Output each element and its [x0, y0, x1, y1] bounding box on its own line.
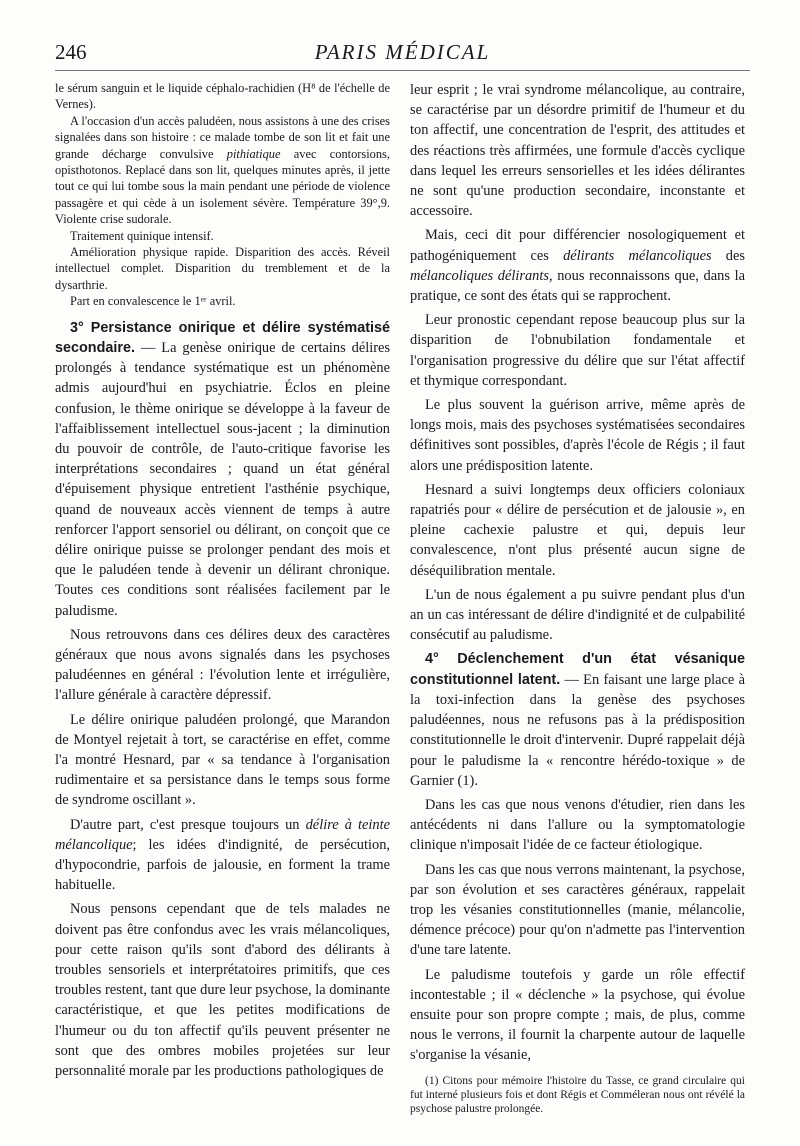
page-header	[55, 40, 750, 74]
footnote: (1) Citons pour mémoire l'histoire du Tasse, ce grand circulaire qui fut interné plusieurs fois et dont Régis et Comméleran nous ont révélé la psychose palustre prolongée.	[410, 1074, 745, 1116]
paragraph: Dans les cas que nous verrons maintenant, la psychose, par son évolution et ses caractères généraux, rappelait trop les vésanies constitutionnelles (manie, mélancolie, démence précoce) pour qu'on n'admette pas l'intervention d'une tare latente.	[410, 861, 745, 959]
paragraph: Leur pronostic cependant repose beaucoup plus sur la disparition de l'obnubilation fondamentale et l'organisation progressive du délire que sur l'état affectif et thymique correspondant.	[410, 312, 745, 389]
section-3: 3° Persistance onirique et délire systématisé secondaire. — La genèse onirique de certains délires prolongés à tendance systématique est un phénomène admis aujourd'hui en psychiatrie. Éclos en pleine confusion, le thème onirique se développe à la faveur de l'affaiblissement intellectuel sous-jacent ; la diminution du pouvoir de contrôle, de l'auto-critique favorise les interprétations secondaires ; quand un état général d'épuisement physique entretient l'asthénie psychique, quand de nouveaux accès viennent de temps à autre renforcer l'apport sensoriel ou délirant, on conçoit que ce délire onirique puisse se prolonger pendant des mois et que le paludéen tende à devenir un délirant chronique. Toutes ces conditions sont réalisées facilement par le paludisme.	[55, 319, 390, 619]
paragraph: Le délire onirique paludéen prolongé, que Marandon de Montyel rejetait à tort, se caractérise en effet, comme l'a montré Hesnard, par « sa tendance à l'organisation rudimentaire et sa persistance dans le temps sous forme de syndrome oscillant ».	[55, 711, 390, 809]
paragraph: Le plus souvent la guérison arrive, même après de longs mois, mais des psychoses systématisées secondaires définitives sont possibles, d'après l'école de Régis ; il faut alors une prédisposition latente.	[410, 397, 745, 474]
paragraph: Dans les cas que nous venons d'étudier, rien dans les antécédents ni dans l'allure ou la symptomatologie clinique n'imposait l'idée de ce facteur étiologique.	[410, 796, 745, 854]
paragraph: L'un de nous également a pu suivre pendant plus d'un an un cas intéressant de délire d'indignité et de culpabilité consécutif au paludisme.	[410, 586, 745, 644]
left-column	[55, 80, 390, 1081]
paragraph: Nous pensons cependant que de tels malades ne doivent pas être confondus avec les vrais mélancoliques, pour cette raison qu'ils sont d'abord des délirants à troubles sensoriels et interprétatoires primitifs, que ces troubles restent, tant que dure leur psychose, la dominante caractéristique, et que les petites modifications de l'humeur ou du ton affectif qu'ils peuvent présenter ne sont que des ombres mobiles projetées sur leur personnalité morale par les productions pathologiques de	[55, 901, 390, 1079]
paragraph: Hesnard a suivi longtemps deux officiers coloniaux rapatriés pour « délire de persécution et de jalousie », en pleine cachexie palustre et qui, depuis leur convalescence, n'ont plus présenté aucun signe de déséquilibration mentale.	[410, 481, 745, 579]
paragraph: leur esprit ; le vrai syndrome mélancolique, au contraire, se caractérise par un désordre primitif de l'humeur et du ton affectif, une concentration de l'esprit, des attitudes et des réactions très affirmées, une formule d'accès cyclique dans lequel les erreurs sensorielles et les idées délirantes ne sont qu'une production secondaire, inconstante et accessoire.	[410, 82, 745, 220]
paragraph: Traitement quinique intensif.	[70, 228, 214, 243]
paragraph: A l'occasion d'un accès paludéen, nous assistons à une des crises signalées dans son histoire : ce malade tombe de son lit et fait une grande décharge convulsive pithiatique avec contorsions, opisthotonos. Replacé dans son lit, quelques minutes après, il jette tout ce qui lui tombe sous la main pendant une période de violence passagère et qui cède à un isolement sévère. Température 39°,9. Violente crise sudorale.	[55, 113, 390, 227]
paragraph: D'autre part, c'est presque toujours un délire à teinte mélancolique; les idées d'indignité, de persécution, d'hypocondrie, parfois de jalousie, en forment la trame habituelle.	[55, 816, 391, 894]
right-column	[410, 80, 745, 1117]
paragraph: le sérum sanguin et le liquide céphalo-rachidien (H⁸ de l'échelle de Vernes).	[55, 81, 390, 112]
running-title: PARIS MÉDICAL	[314, 40, 491, 64]
paragraph: Le paludisme toutefois y garde un rôle effectif incontestable ; il « déclenche » la psychose, qui évolue ensuite pour son propre compte ; mais, de plus, comme nous le verrons, il fournit la charpente autour de laquelle s'organise la vésanie,	[410, 966, 745, 1064]
paragraph: Amélioration physique rapide. Disparition des accès. Réveil intellectuel complet. Disparition du tremblement et de la dysarthrie.	[55, 245, 390, 292]
section-4-title: 4° Déclenchement d'un état vésanique constitutionnel latent.	[410, 651, 745, 688]
page-number: 246	[55, 40, 87, 64]
paragraph: Mais, ceci dit pour différencier nosologiquement et pathogéniquement ces délirants mélancoliques des mélancoliques délirants, nous reconnaissons que, dans la pratique, ce sont des états qui se rapprochent.	[410, 227, 745, 305]
header-rule	[55, 70, 750, 71]
paragraph: Nous retrouvons dans ces délires deux des caractères généraux que nous avons signalés dans les psychoses paludéennes en général : l'évolution lente et irrégulière, l'allure générale à caractère dépressif.	[55, 626, 390, 704]
paragraph: Part en convalescence le 1ᵉʳ avril.	[70, 294, 236, 309]
section-4: 4° Déclenchement d'un état vésanique constitutionnel latent. — En faisant une large place à la toxi-infection dans la genèse des psychoses paludéennes, nous ne refusons pas à la prédisposition constitutionnelle le droit d'intervenir. Dupré rappelait déjà pour le paludisme la « rencontre hérédo-toxique » de Garnier (1).	[410, 651, 746, 789]
section-3-title: 3° Persistance onirique et délire systématisé secondaire.	[55, 319, 390, 356]
